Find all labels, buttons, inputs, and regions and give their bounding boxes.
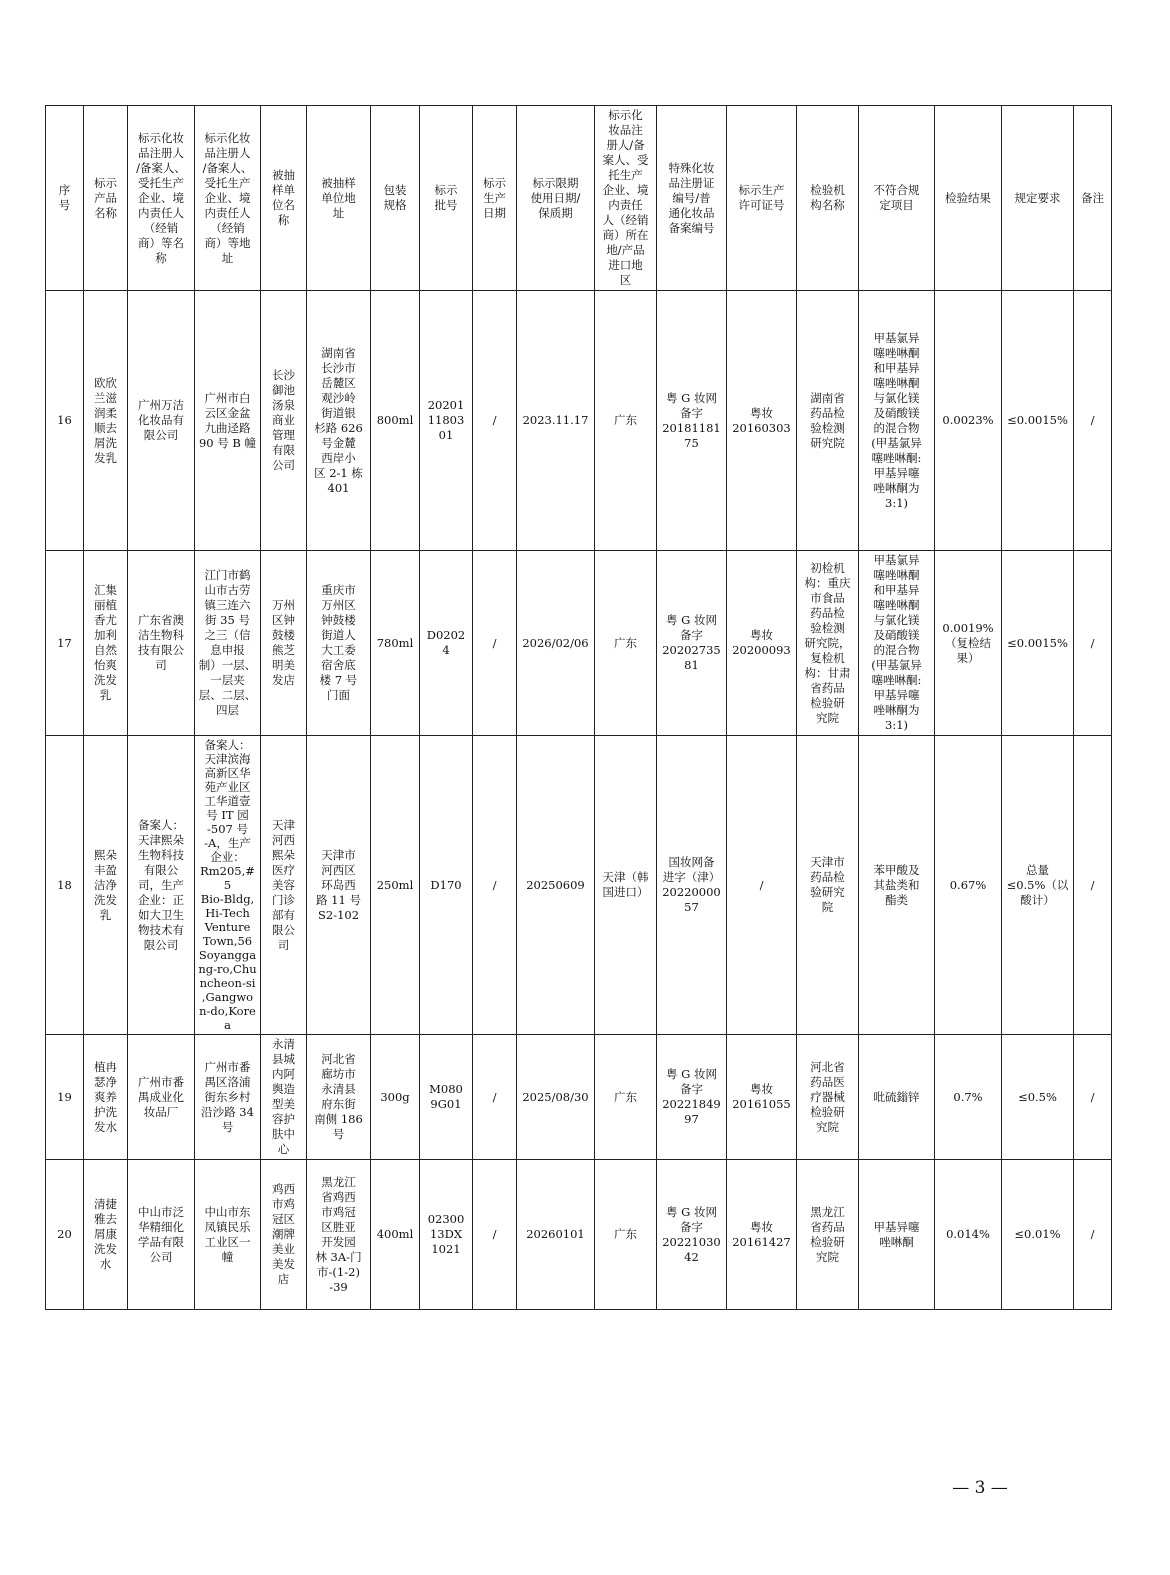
cell-package-spec: 300g <box>371 1035 420 1160</box>
header-cell-seq: 序 号 <box>46 106 84 291</box>
cell-remarks: / <box>1074 291 1112 551</box>
header-cell-package-spec: 包装 规格 <box>371 106 420 291</box>
cell-seq: 16 <box>46 291 84 551</box>
table-row <box>46 551 1112 736</box>
cell-production-date: / <box>473 291 517 551</box>
cell-sampled-address: 天津市 河西区 环岛西 路 11 号 S2-102 <box>307 736 371 1035</box>
cell-product-name: 植冉 瑟净 爽养 护洗 发水 <box>84 1035 128 1160</box>
cell-package-spec: 780ml <box>371 551 420 736</box>
header-row <box>46 106 1112 291</box>
cell-production-date: / <box>473 1035 517 1160</box>
cell-sampled-address: 重庆市 万州区 钟鼓楼 街道人 大工委 宿舍底 楼 7 号 门面 <box>307 551 371 736</box>
cell-sampled-unit: 永清 县城 内阿 舆造 型美 容护 肤中 心 <box>261 1035 307 1160</box>
cell-license-number: 粤妆 20160303 <box>727 291 797 551</box>
cell-package-spec: 400ml <box>371 1160 420 1310</box>
cell-batch-number: D0202 4 <box>420 551 473 736</box>
cell-registration-number: 粤 G 妆网 备字 20202735 81 <box>657 551 727 736</box>
header-cell-sampled-address: 被抽样 单位地 址 <box>307 106 371 291</box>
cell-requirement: ≤0.01% <box>1002 1160 1074 1310</box>
cell-license-number: 粤妆 20161427 <box>727 1160 797 1310</box>
cell-sampled-unit: 天津 河西 熙朵 医疗 美容 门诊 部有 限公 司 <box>261 736 307 1035</box>
cell-requirement: ≤0.0015% <box>1002 291 1074 551</box>
cell-production-date: / <box>473 551 517 736</box>
cell-registrant-address: 广州市白 云区金盆 九曲迳路 90 号 B 幢 <box>195 291 261 551</box>
cell-registrant-address: 中山市东 凤镇民乐 工业区一 幢 <box>195 1160 261 1310</box>
cell-test-result: 0.67% <box>935 736 1002 1035</box>
cell-production-date: / <box>473 736 517 1035</box>
cell-sampled-unit: 长沙 御池 汤泉 商业 管理 有限 公司 <box>261 291 307 551</box>
cell-license-number: / <box>727 736 797 1035</box>
header-cell-sampled-unit: 被抽 样单 位名 称 <box>261 106 307 291</box>
header-cell-production-date: 标示 生产 日期 <box>473 106 517 291</box>
cell-registration-number: 粤 G 妆网 备字 20221849 97 <box>657 1035 727 1160</box>
cell-requirement: ≤0.0015% <box>1002 551 1074 736</box>
cell-test-result: 0.0019% （复检结 果） <box>935 551 1002 736</box>
cell-remarks: / <box>1074 551 1112 736</box>
cell-seq: 20 <box>46 1160 84 1310</box>
cell-seq: 17 <box>46 551 84 736</box>
cell-product-name: 欧欣 兰滋 润柔 顺去 屑洗 发乳 <box>84 291 128 551</box>
cell-expiry-date: 2025/08/30 <box>517 1035 595 1160</box>
header-cell-test-result: 检验结果 <box>935 106 1002 291</box>
header-cell-nonconforming-item: 不符合规 定项目 <box>859 106 935 291</box>
header-cell-registration-number: 特殊化妆 品注册证 编号/普 通化妆品 备案编号 <box>657 106 727 291</box>
cell-product-name: 熙朵 丰盈 洁净 洗发 乳 <box>84 736 128 1035</box>
cell-inspection-agency: 初检机 构：重庆 市食品 药品检 验检测 研究院， 复检机 构：甘肃 省药品 检验研 究院 <box>797 551 859 736</box>
cell-origin-region: 天津（韩 国进口） <box>595 736 657 1035</box>
header-cell-product-name: 标示 产品 名称 <box>84 106 128 291</box>
cell-sampled-unit: 万州 区钟 鼓楼 熊芝 明美 发店 <box>261 551 307 736</box>
cell-inspection-agency: 湖南省 药品检 验检测 研究院 <box>797 291 859 551</box>
header-cell-registrant-address: 标示化妆 品注册人 /备案人、 受托生产 企业、境 内责任人 （经销 商）等地 址 <box>195 106 261 291</box>
cell-registration-number: 粤 G 妆网 备字 20221030 42 <box>657 1160 727 1310</box>
cell-package-spec: 800ml <box>371 291 420 551</box>
cell-nonconforming-item: 甲基氯异 噻唑啉酮 和甲基异 噻唑啉酮 与氯化镁 及硝酸镁 的混合物 (甲基氯异 噻唑啉酮: 甲基异噻 唑啉酮为 3:1) <box>859 551 935 736</box>
cell-batch-number: D170 <box>420 736 473 1035</box>
header-cell-origin-region: 标示化 妆品注 册人/备 案人、受 托生产 企业、境 内责任 人（经销 商）所在 地/产品 进口地 区 <box>595 106 657 291</box>
cell-nonconforming-item: 甲基氯异 噻唑啉酮 和甲基异 噻唑啉酮 与氯化镁 及硝酸镁 的混合物 (甲基氯异 噻唑啉酮: 甲基异噻 唑啉酮为 3:1) <box>859 291 935 551</box>
cell-inspection-agency: 河北省 药品医 疗器械 检验研 究院 <box>797 1035 859 1160</box>
cell-registration-number: 粤 G 妆网 备字 20181181 75 <box>657 291 727 551</box>
cell-registrant-name: 中山市泛 华精细化 学品有限 公司 <box>128 1160 195 1310</box>
cell-sampled-unit: 鸡西 市鸡 冠区 潮牌 美业 美发 店 <box>261 1160 307 1310</box>
cell-origin-region: 广东 <box>595 291 657 551</box>
inspection-results-table <box>45 105 1112 1310</box>
cell-inspection-agency: 天津市 药品检 验研究 院 <box>797 736 859 1035</box>
cell-registrant-address: 广州市番 禺区洛浦 街东乡村 沿沙路 34 号 <box>195 1035 261 1160</box>
header-cell-batch-number: 标示 批号 <box>420 106 473 291</box>
cell-nonconforming-item: 苯甲酸及 其盐类和 酯类 <box>859 736 935 1035</box>
header-cell-requirement: 规定要求 <box>1002 106 1074 291</box>
table-row <box>46 1035 1112 1160</box>
cell-registrant-address: 江门市鹤 山市古劳 镇三连六 街 35 号 之三（信 息申报 制）一层、 一层夹 层、二层、 四层 <box>195 551 261 736</box>
cell-remarks: / <box>1074 1160 1112 1310</box>
cell-remarks: / <box>1074 736 1112 1035</box>
cell-expiry-date: 2026/02/06 <box>517 551 595 736</box>
cell-product-name: 清捷 雅去 屑康 洗发 水 <box>84 1160 128 1310</box>
cell-registrant-name: 广州万洁 化妆品有 限公司 <box>128 291 195 551</box>
cell-batch-number: M080 9G01 <box>420 1035 473 1160</box>
cell-nonconforming-item: 吡硫鎓锌 <box>859 1035 935 1160</box>
cell-test-result: 0.7% <box>935 1035 1002 1160</box>
cell-test-result: 0.014% <box>935 1160 1002 1310</box>
page-number: — 3 — <box>952 1478 1008 1498</box>
cell-origin-region: 广东 <box>595 1035 657 1160</box>
header-cell-license-number: 标示生产 许可证号 <box>727 106 797 291</box>
cell-sampled-address: 河北省 廊坊市 永清县 府东街 南侧 186 号 <box>307 1035 371 1160</box>
header-cell-inspection-agency: 检验机 构名称 <box>797 106 859 291</box>
table-row <box>46 291 1112 551</box>
cell-inspection-agency: 黑龙江 省药品 检验研 究院 <box>797 1160 859 1310</box>
cell-sampled-address: 黑龙江 省鸡西 市鸡冠 区胜亚 开发园 林 3A-门 市-(1-2) -39 <box>307 1160 371 1310</box>
cell-origin-region: 广东 <box>595 551 657 736</box>
cell-package-spec: 250ml <box>371 736 420 1035</box>
cell-test-result: 0.0023% <box>935 291 1002 551</box>
cell-license-number: 粤妆 20200093 <box>727 551 797 736</box>
cell-license-number: 粤妆 20161055 <box>727 1035 797 1160</box>
cell-production-date: / <box>473 1160 517 1310</box>
cell-batch-number: 02300 13DX 1021 <box>420 1160 473 1310</box>
cell-registrant-name: 广东省澳 洁生物科 技有限公 司 <box>128 551 195 736</box>
cell-registrant-address: 备案人： 天津滨海 高新区华 苑产业区 工华道壹 号 IT 园 -507 号 -A，生产 企业： Rm205,# 5 Bio-Bldg, Hi-Tech Venture Town,56 Soyangga ng-ro,Chu ncheon-si ,Gangwo n-do,Kore a <box>195 736 261 1035</box>
cell-registration-number: 国妆网备 进字（津） 20220000 57 <box>657 736 727 1035</box>
header-cell-expiry-date: 标示限期 使用日期/ 保质期 <box>517 106 595 291</box>
header-cell-registrant-name: 标示化妆 品注册人 /备案人、 受托生产 企业、境 内责任人 （经销 商）等名 称 <box>128 106 195 291</box>
table-row <box>46 736 1112 1035</box>
cell-origin-region: 广东 <box>595 1160 657 1310</box>
cell-registrant-name: 备案人： 天津熙朵 生物科技 有限公 司，生产 企业：正 如大卫生 物技术有 限公司 <box>128 736 195 1035</box>
cell-expiry-date: 20260101 <box>517 1160 595 1310</box>
cell-product-name: 汇集 丽植 香尤 加利 自然 怡爽 洗发 乳 <box>84 551 128 736</box>
cell-nonconforming-item: 甲基异噻 唑啉酮 <box>859 1160 935 1310</box>
table-row <box>46 1160 1112 1310</box>
cell-seq: 18 <box>46 736 84 1035</box>
cell-requirement: ≤0.5% <box>1002 1035 1074 1160</box>
cell-expiry-date: 20250609 <box>517 736 595 1035</box>
cell-registrant-name: 广州市番 禺成业化 妆品厂 <box>128 1035 195 1160</box>
cell-sampled-address: 湖南省 长沙市 岳麓区 观沙岭 街道银 杉路 626 号金麓 西岸小 区 2-1 栋 401 <box>307 291 371 551</box>
cell-seq: 19 <box>46 1035 84 1160</box>
cell-remarks: / <box>1074 1035 1112 1160</box>
cell-batch-number: 20201 11803 01 <box>420 291 473 551</box>
header-cell-remarks: 备注 <box>1074 106 1112 291</box>
cell-expiry-date: 2023.11.17 <box>517 291 595 551</box>
cell-requirement: 总量 ≤0.5%（以 酸计） <box>1002 736 1074 1035</box>
